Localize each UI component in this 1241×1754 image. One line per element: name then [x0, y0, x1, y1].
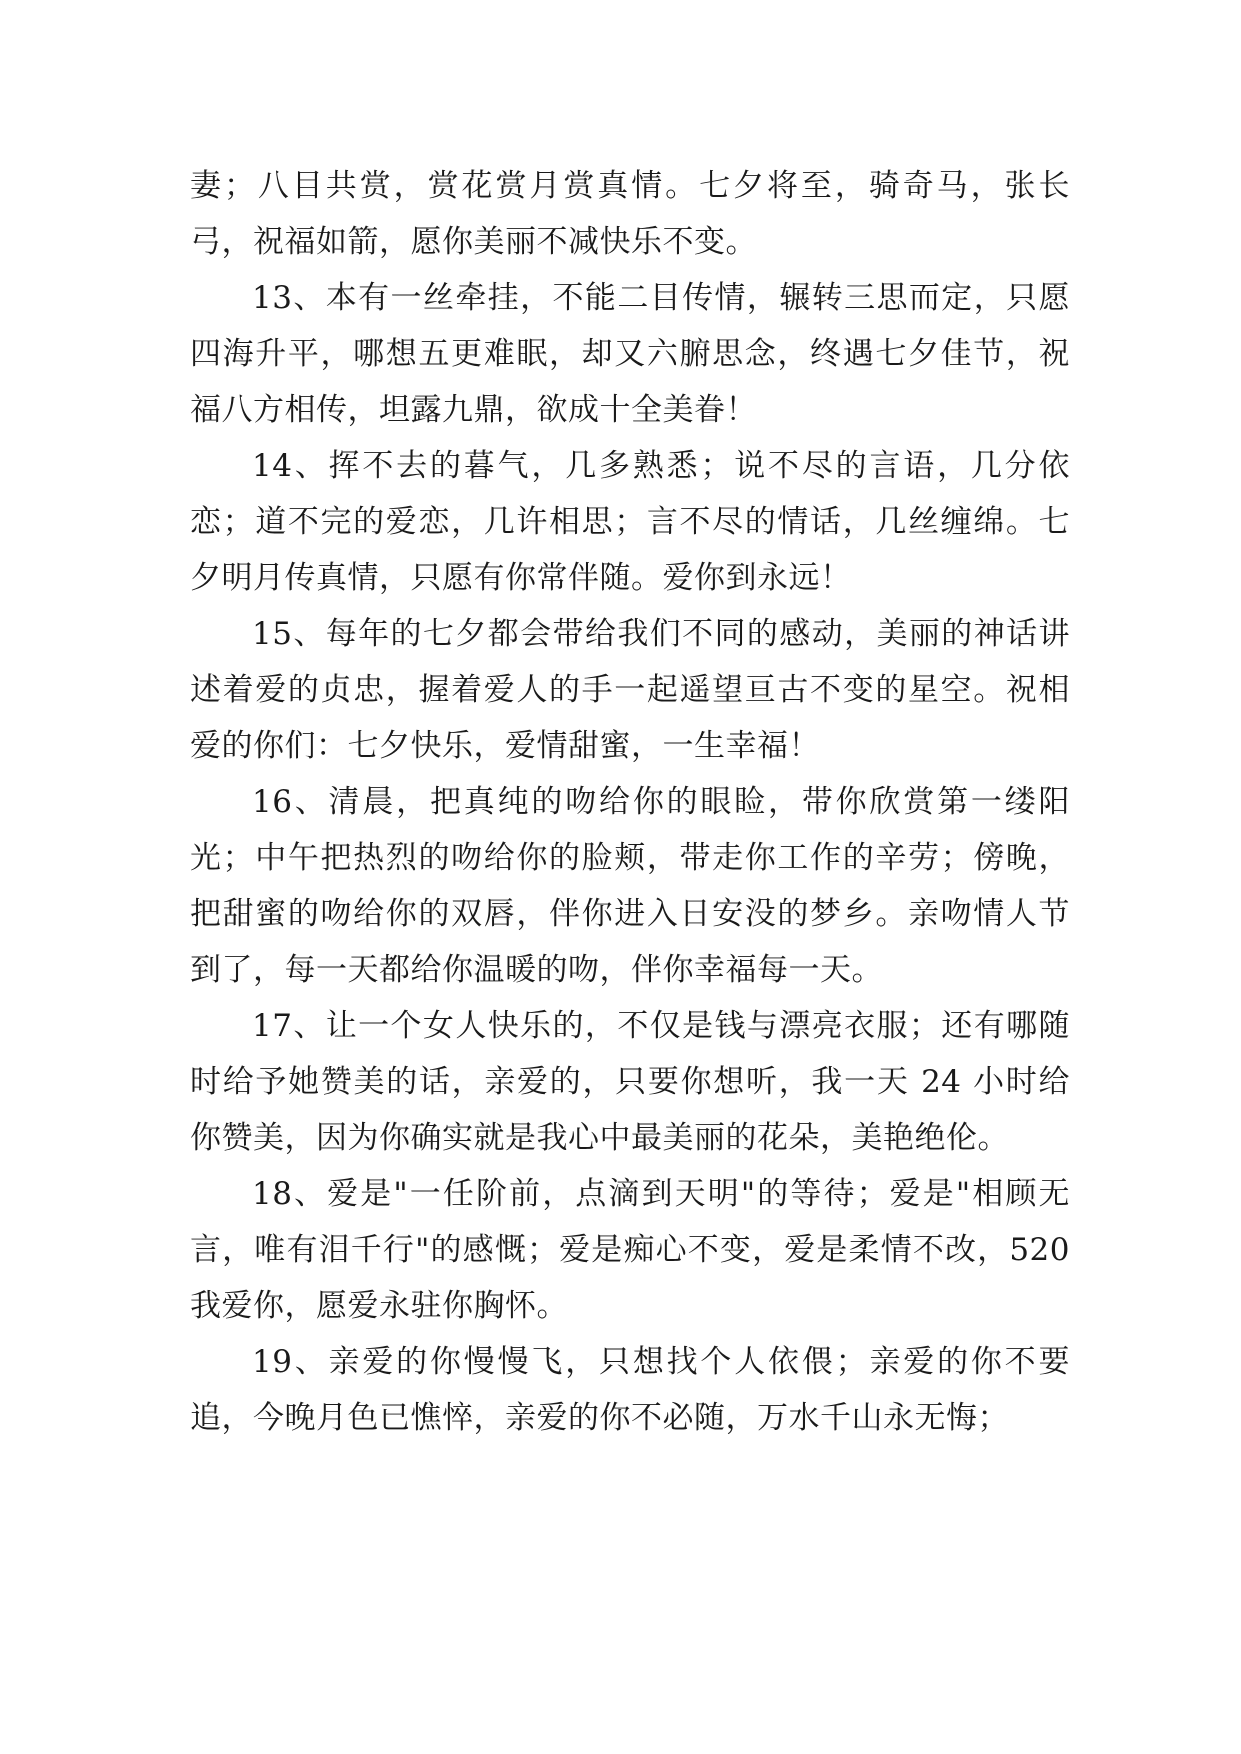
paragraph-19: 19、亲爱的你慢慢飞，只想找个人依偎；亲爱的你不要追，今晚月色已憔悴，亲爱的你不必随，万水千山永无悔； — [190, 1344, 1070, 1436]
paragraph-continued: 妻；八目共赏，赏花赏月赏真情。七夕将至，骑奇马，张长弓，祝福如箭，愿你美丽不减快乐不变。 — [190, 168, 1070, 260]
paragraph-15: 15、每年的七夕都会带给我们不同的感动，美丽的神话讲述着爱的贞忠，握着爱人的手一起遥望亘古不变的星空。祝相爱的你们：七夕快乐，爱情甜蜜，一生幸福！ — [190, 616, 1070, 764]
document-body — [190, 158, 1070, 1446]
paragraph-16: 16、清晨，把真纯的吻给你的眼睑，带你欣赏第一缕阳光；中午把热烈的吻给你的脸颊，带走你工作的辛劳；傍晚，把甜蜜的吻给你的双唇，伴你进入日安没的梦乡。亲吻情人节到了，每一天都给你温暖的吻，伴你幸福每一天。 — [190, 784, 1070, 988]
paragraph-18: 18、爱是"一任阶前，点滴到天明"的等待；爱是"相顾无言，唯有泪千行"的感慨；爱是痴心不变，爱是柔情不改，520 我爱你，愿爱永驻你胸怀。 — [190, 1176, 1070, 1324]
paragraph-13: 13、本有一丝牵挂，不能二目传情，辗转三思而定，只愿四海升平，哪想五更难眠，却又六腑思念，终遇七夕佳节，祝福八方相传，坦露九鼎，欲成十全美眷！ — [190, 280, 1070, 428]
paragraph-17: 17、让一个女人快乐的，不仅是钱与漂亮衣服；还有哪随时给予她赞美的话，亲爱的，只要你想听，我一天 24 小时给你赞美，因为你确实就是我心中最美丽的花朵，美艳绝伦。 — [190, 1008, 1070, 1156]
paragraph-14: 14、挥不去的暮气，几多熟悉；说不尽的言语，几分依恋；道不完的爱恋，几许相思；言不尽的情话，几丝缠绵。七夕明月传真情，只愿有你常伴随。爱你到永远！ — [190, 448, 1070, 596]
